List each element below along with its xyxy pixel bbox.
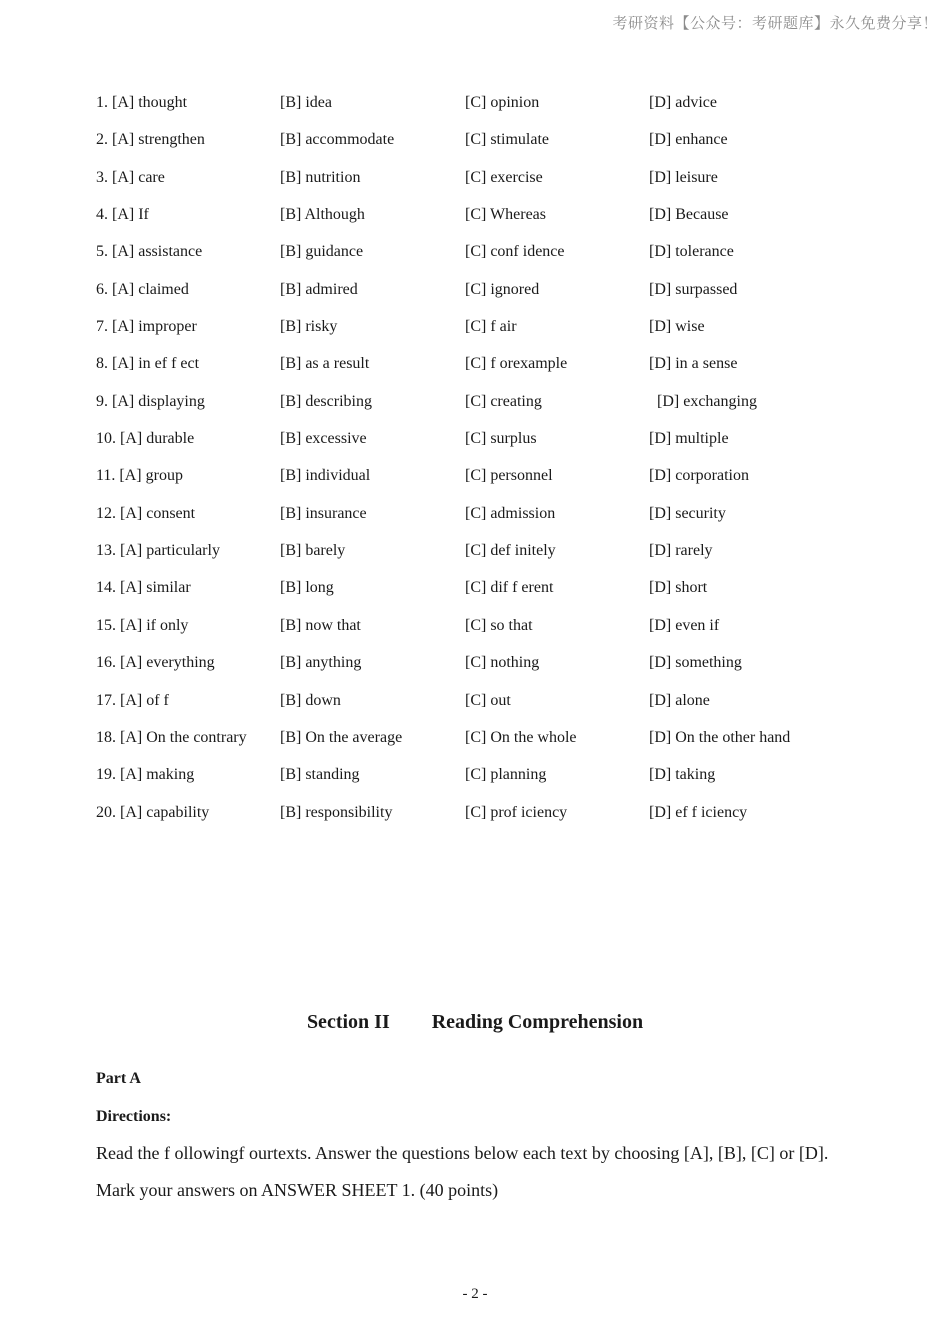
option-c: [C] personnel bbox=[465, 467, 553, 485]
question-row-18 bbox=[96, 719, 856, 756]
option-a: 17. [A] of f bbox=[96, 691, 169, 709]
option-c: [C] On the whole bbox=[465, 728, 577, 746]
option-a: 3. [A] care bbox=[96, 168, 165, 186]
option-c: [C] planning bbox=[465, 766, 547, 784]
option-d: [D] Because bbox=[649, 206, 729, 224]
option-b: [B] On the average bbox=[280, 728, 403, 746]
question-row-12 bbox=[96, 495, 856, 532]
option-a: 2. [A] strengthen bbox=[96, 131, 205, 149]
option-c: [C] creating bbox=[465, 392, 542, 410]
option-a: 11. [A] group bbox=[96, 467, 183, 485]
option-a: 5. [A] assistance bbox=[96, 243, 203, 261]
question-row-7 bbox=[96, 308, 856, 345]
section-title: Reading Comprehension bbox=[431, 1011, 644, 1033]
question-row-16 bbox=[96, 644, 856, 681]
option-b: [B] individual bbox=[280, 467, 371, 485]
option-d: [D] corporation bbox=[649, 467, 749, 485]
option-d: [D] short bbox=[649, 579, 708, 597]
question-row-13 bbox=[96, 532, 856, 569]
option-b: [B] Although bbox=[280, 206, 365, 224]
option-d: [D] taking bbox=[649, 766, 716, 784]
option-d: [D] surpassed bbox=[649, 280, 738, 298]
option-c: [C] ignored bbox=[465, 280, 540, 298]
option-a: 10. [A] durable bbox=[96, 430, 195, 448]
option-d: [D] wise bbox=[649, 318, 705, 336]
question-row-11 bbox=[96, 457, 856, 494]
option-b: [B] admired bbox=[280, 280, 358, 298]
question-row-2 bbox=[96, 121, 856, 158]
option-a: 7. [A] improper bbox=[96, 318, 197, 336]
option-d: [D] advice bbox=[649, 94, 717, 111]
question-row-6 bbox=[96, 271, 856, 308]
option-d: [D] something bbox=[649, 654, 742, 672]
option-a: 4. [A] If bbox=[96, 206, 149, 224]
cloze-options-list bbox=[96, 84, 856, 831]
option-d: [D] security bbox=[649, 504, 726, 522]
option-d: [D] ef f iciency bbox=[649, 803, 748, 821]
question-row-20 bbox=[96, 794, 856, 831]
question-row-3 bbox=[96, 159, 856, 196]
page-number: - 2 - bbox=[462, 1286, 488, 1302]
option-a: 18. [A] On the contrary bbox=[96, 728, 247, 746]
option-b: [B] barely bbox=[280, 542, 346, 560]
option-c: [C] Whereas bbox=[465, 206, 546, 224]
question-row-19 bbox=[96, 756, 856, 793]
option-a: 14. [A] similar bbox=[96, 579, 191, 597]
option-d: [D] leisure bbox=[649, 168, 718, 186]
directions-text-line-1: Read the f ollowingf ourtexts. Answer the questions below each text by choosing [A], [B], [C] or [D]. bbox=[96, 1143, 829, 1163]
option-a: 20. [A] capability bbox=[96, 803, 210, 821]
question-row-8 bbox=[96, 345, 856, 382]
option-b: [B] guidance bbox=[280, 243, 364, 261]
option-d: [D] exchanging bbox=[657, 392, 757, 410]
option-c: [C] opinion bbox=[465, 94, 540, 111]
question-row-10 bbox=[96, 420, 856, 457]
option-c: [C] exercise bbox=[465, 168, 543, 186]
option-c: [C] so that bbox=[465, 616, 533, 634]
option-d: [D] rarely bbox=[649, 542, 713, 560]
option-c: [C] f air bbox=[465, 318, 517, 336]
option-b: [B] risky bbox=[280, 318, 338, 336]
option-a: 8. [A] in ef f ect bbox=[96, 355, 200, 373]
option-a: 9. [A] displaying bbox=[96, 392, 205, 410]
option-c: [C] admission bbox=[465, 504, 556, 522]
option-b: [B] insurance bbox=[280, 504, 367, 522]
section-number: Section II bbox=[306, 1011, 390, 1033]
option-c: [C] nothing bbox=[465, 654, 540, 672]
option-a: 12. [A] consent bbox=[96, 504, 196, 522]
question-row-15 bbox=[96, 607, 856, 644]
option-a: 16. [A] everything bbox=[96, 654, 215, 672]
option-c: [C] f orexample bbox=[465, 355, 568, 373]
option-b: [B] anything bbox=[280, 654, 362, 672]
directions-text-line-2: Mark your answers on ANSWER SHEET 1. (40 points) bbox=[96, 1180, 499, 1200]
option-b: [B] standing bbox=[280, 766, 360, 784]
option-a: 13. [A] particularly bbox=[96, 542, 220, 560]
option-c: [C] surplus bbox=[465, 430, 537, 448]
directions-label: Directions: bbox=[96, 1108, 172, 1125]
option-b: [B] idea bbox=[280, 94, 332, 111]
question-row-14 bbox=[96, 569, 856, 606]
option-d: [D] alone bbox=[649, 691, 710, 709]
option-a: 6. [A] claimed bbox=[96, 280, 189, 298]
option-a: 19. [A] making bbox=[96, 766, 195, 784]
option-b: [B] now that bbox=[280, 616, 361, 634]
question-row-5 bbox=[96, 233, 856, 270]
option-b: [B] long bbox=[280, 579, 334, 597]
option-c: [C] out bbox=[465, 691, 511, 709]
option-a: 15. [A] if only bbox=[96, 616, 189, 634]
option-b: [B] as a result bbox=[280, 355, 370, 373]
option-c: [C] stimulate bbox=[465, 131, 549, 149]
option-c: [C] dif f erent bbox=[465, 579, 554, 597]
option-d: [D] in a sense bbox=[649, 355, 738, 373]
section-heading bbox=[0, 1011, 950, 1034]
question-row-9 bbox=[96, 383, 856, 420]
part-label: Part A bbox=[96, 1070, 141, 1087]
question-row-17 bbox=[96, 682, 856, 719]
option-d: [D] enhance bbox=[649, 131, 728, 149]
question-row-1 bbox=[96, 84, 856, 121]
question-row-4 bbox=[96, 196, 856, 233]
option-b: [B] nutrition bbox=[280, 168, 361, 186]
option-d: [D] On the other hand bbox=[649, 728, 791, 746]
option-d: [D] tolerance bbox=[649, 243, 734, 261]
option-b: [B] accommodate bbox=[280, 131, 395, 149]
option-d: [D] even if bbox=[649, 616, 720, 634]
option-b: [B] excessive bbox=[280, 430, 367, 448]
watermark-text: 考研资料【公众号：考研题库】永久免费分享！ bbox=[612, 14, 938, 32]
option-c: [C] prof iciency bbox=[465, 803, 568, 821]
option-d: [D] multiple bbox=[649, 430, 729, 448]
option-a: 1. [A] thought bbox=[96, 94, 188, 111]
option-c: [C] def initely bbox=[465, 542, 556, 560]
option-c: [C] conf idence bbox=[465, 243, 565, 261]
option-b: [B] describing bbox=[280, 392, 372, 410]
option-b: [B] down bbox=[280, 691, 341, 709]
option-b: [B] responsibility bbox=[280, 803, 393, 821]
